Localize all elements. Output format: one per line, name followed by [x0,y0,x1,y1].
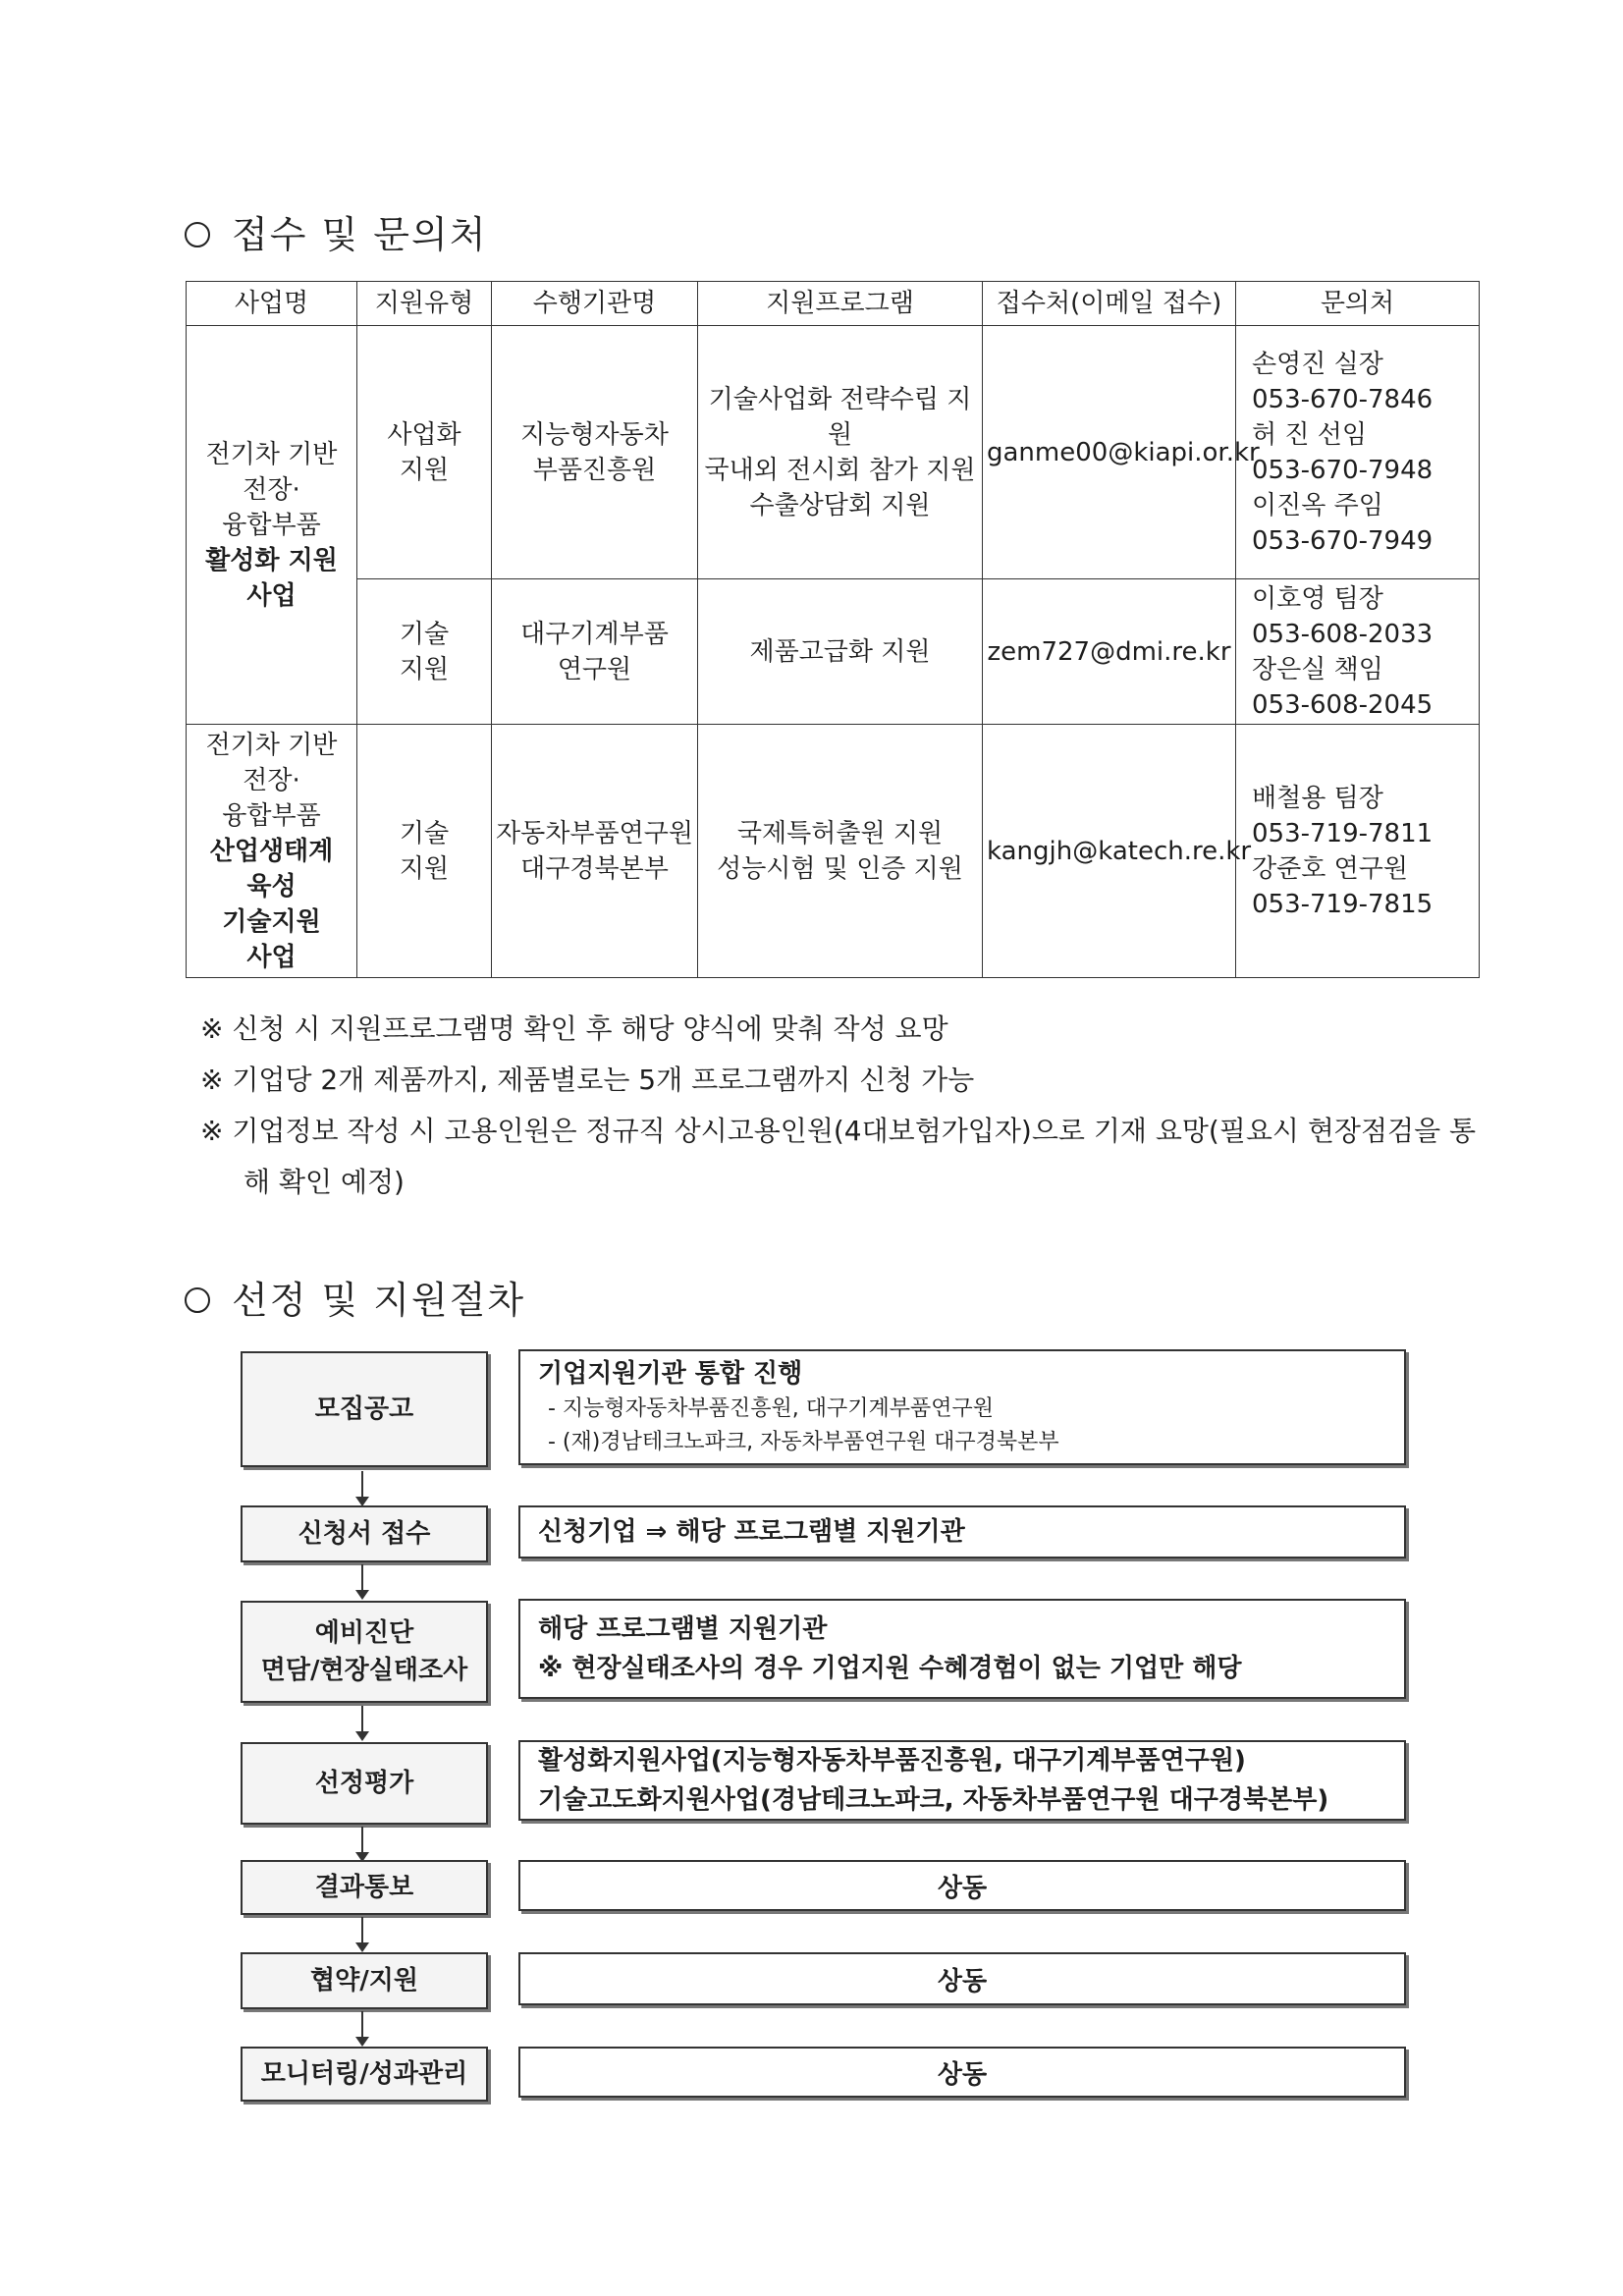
circle-bullet-icon [185,222,210,247]
desc-line: 신청기업 ⇒ 해당 프로그램별 지원기관 [538,1517,965,1547]
project-line: 전기차 기반 [205,439,338,469]
contact-line: 053-719-7815 [1252,889,1434,919]
step-label: 협약/지원 [310,1966,418,1995]
flow-step-agreement [241,1952,488,2009]
type-cell [357,326,492,579]
flow-desc-application [518,1505,1406,1558]
desc-line: 상동 [937,2059,988,2090]
contact-line: 장은실 책임 [1252,654,1383,684]
step-label: 결과통보 [314,1873,414,1902]
program-cell [698,326,983,579]
flow-desc-notification [518,1860,1406,1911]
program-line: 성능시험 및 인증 지원 [717,853,963,884]
contact-cell [1236,579,1480,725]
contact-line: 053-608-2045 [1252,689,1434,720]
down-arrow-icon [361,1827,363,1860]
contact-line: 053-670-7948 [1252,455,1434,485]
section-title: 선정 및 지원절차 [232,1279,526,1322]
contact-cell [1236,725,1480,978]
org-cell [492,725,698,978]
project-line: 융합부품 [222,510,321,540]
type-line: 기술 [399,619,450,649]
contact-cell [1236,326,1480,579]
type-line: 지원 [399,853,450,884]
org-line: 부품진흥원 [532,455,657,485]
desc-title: 기업지원기관 통합 진행 [538,1359,803,1389]
program-line: 기술사업화 전략수립 지원 [708,384,972,450]
project-name-cell [187,725,357,978]
project-line: 전장· [243,474,300,505]
flow-step-evaluation [241,1742,488,1825]
table-row [187,579,1480,725]
email-cell: zem727@dmi.re.kr [983,579,1236,725]
contact-line: 배철용 팀장 [1252,783,1383,813]
contact-line: 강준호 연구원 [1252,853,1408,884]
program-line: 국제특허출원 지원 [736,818,944,848]
project-line: 사업 [246,580,297,611]
header-email: 접수처(이메일 접수) [983,282,1236,326]
desc-line: 활성화지원사업(지능형자동차부품진흥원, 대구기계부품연구원) [538,1746,1246,1776]
type-line: 사업화 [387,419,461,450]
desc-line: 상동 [937,1966,988,1996]
org-cell [492,326,698,579]
org-line: 자동차부품연구원 [496,818,693,848]
section-heading-contact [185,204,487,258]
down-arrow-icon [361,1471,363,1504]
flow-step-notification [241,1860,488,1915]
table-row [187,326,1480,579]
table-row [187,725,1480,978]
step-label: 모집공고 [314,1394,414,1424]
step-label: 선정평가 [314,1769,414,1798]
project-line: 전장· [243,765,300,795]
email-cell: kangjh@katech.re.kr [983,725,1236,978]
org-line: 대구경북본부 [520,853,669,884]
contact-line: 053-719-7811 [1252,818,1434,848]
program-line: 수출상담회 지원 [749,490,931,520]
org-line: 지능형자동차 [520,419,669,450]
flow-step-recruit [241,1351,488,1467]
section-title: 접수 및 문의처 [232,213,488,256]
program-line: 제품고급화 지원 [749,636,931,667]
note-item: ※ 기업정보 작성 시 고용인원은 정규직 상시고용인원(4대보험가입자)으로 기재 요망(필요시 현장점검을 통해 확인 예정) [200,1115,1477,1198]
contact-line: 이진옥 주임 [1252,490,1383,520]
step-label: 신청서 접수 [298,1519,431,1549]
flow-desc-diagnosis [518,1599,1406,1699]
down-arrow-icon [361,1706,363,1739]
header-type: 지원유형 [357,282,492,326]
down-arrow-icon [361,1917,363,1950]
email-cell: ganme00@kiapi.or.kr [983,326,1236,579]
project-line: 활성화 지원 [205,545,338,575]
desc-line: ※ 현장실태조사의 경우 기업지원 수혜경험이 없는 기업만 해당 [538,1654,1242,1683]
project-name-cell [187,326,357,725]
step-label: 면담/현장실태조사 [260,1656,468,1685]
flow-step-diagnosis [241,1601,488,1703]
contact-table [186,281,1480,978]
step-label: 예비진단 [314,1618,414,1648]
flow-desc-monitoring [518,2047,1406,2098]
desc-line: 기술고도화지원사업(경남테크노파크, 자동차부품연구원 대구경북본부) [538,1785,1329,1815]
contact-line: 053-608-2033 [1252,619,1434,649]
header-program: 지원프로그램 [698,282,983,326]
project-line: 산업생태계 [209,836,334,866]
contact-line: 053-670-7846 [1252,384,1434,414]
project-line: 융합부품 [222,800,321,831]
project-line: 육성 [246,871,297,902]
contact-line: 이호영 팀장 [1252,583,1383,614]
type-cell [357,579,492,725]
program-cell [698,579,983,725]
down-arrow-icon [361,2011,363,2045]
program-line: 국내외 전시회 참가 지원 [704,455,976,485]
flow-desc-evaluation [518,1740,1406,1821]
note-item: ※ 기업당 2개 제품까지, 제품별로는 5개 프로그램까지 신청 가능 [200,1064,975,1096]
project-line: 사업 [246,942,297,972]
header-contact: 문의처 [1236,282,1480,326]
header-org: 수행기관명 [492,282,698,326]
desc-sub: - (재)경남테크노파크, 자동차부품연구원 대구경북본부 [548,1430,1059,1454]
contact-line: 허 진 선임 [1252,419,1367,450]
flow-desc-recruit [518,1349,1406,1465]
project-line: 기술지원 [222,906,321,937]
step-label: 모니터링/성과관리 [260,2059,468,2089]
table-header-row [187,282,1480,326]
header-project: 사업명 [187,282,357,326]
org-line: 대구기계부품 [520,619,669,649]
flow-step-monitoring [241,2047,488,2102]
program-cell [698,725,983,978]
org-cell [492,579,698,725]
down-arrow-icon [361,1564,363,1598]
note-item: ※ 신청 시 지원프로그램명 확인 후 해당 양식에 맞춰 작성 요망 [200,1012,948,1045]
type-line: 기술 [399,818,450,848]
contact-line: 손영진 실장 [1252,349,1383,379]
type-line: 지원 [399,654,450,684]
type-cell [357,725,492,978]
org-line: 연구원 [557,654,632,684]
flow-desc-agreement [518,1952,1406,2005]
desc-sub: - 지능형자동차부품진흥원, 대구기계부품연구원 [548,1396,994,1421]
desc-line: 해당 프로그램별 지원기관 [538,1614,828,1644]
desc-line: 상동 [937,1873,988,1903]
flow-step-application [241,1505,488,1562]
project-line: 전기차 기반 [205,730,338,760]
type-line: 지원 [399,455,450,485]
contact-line: 053-670-7949 [1252,525,1434,556]
section-heading-procedure [185,1270,525,1324]
notes-list [200,1004,1477,1208]
circle-bullet-icon [185,1287,210,1313]
